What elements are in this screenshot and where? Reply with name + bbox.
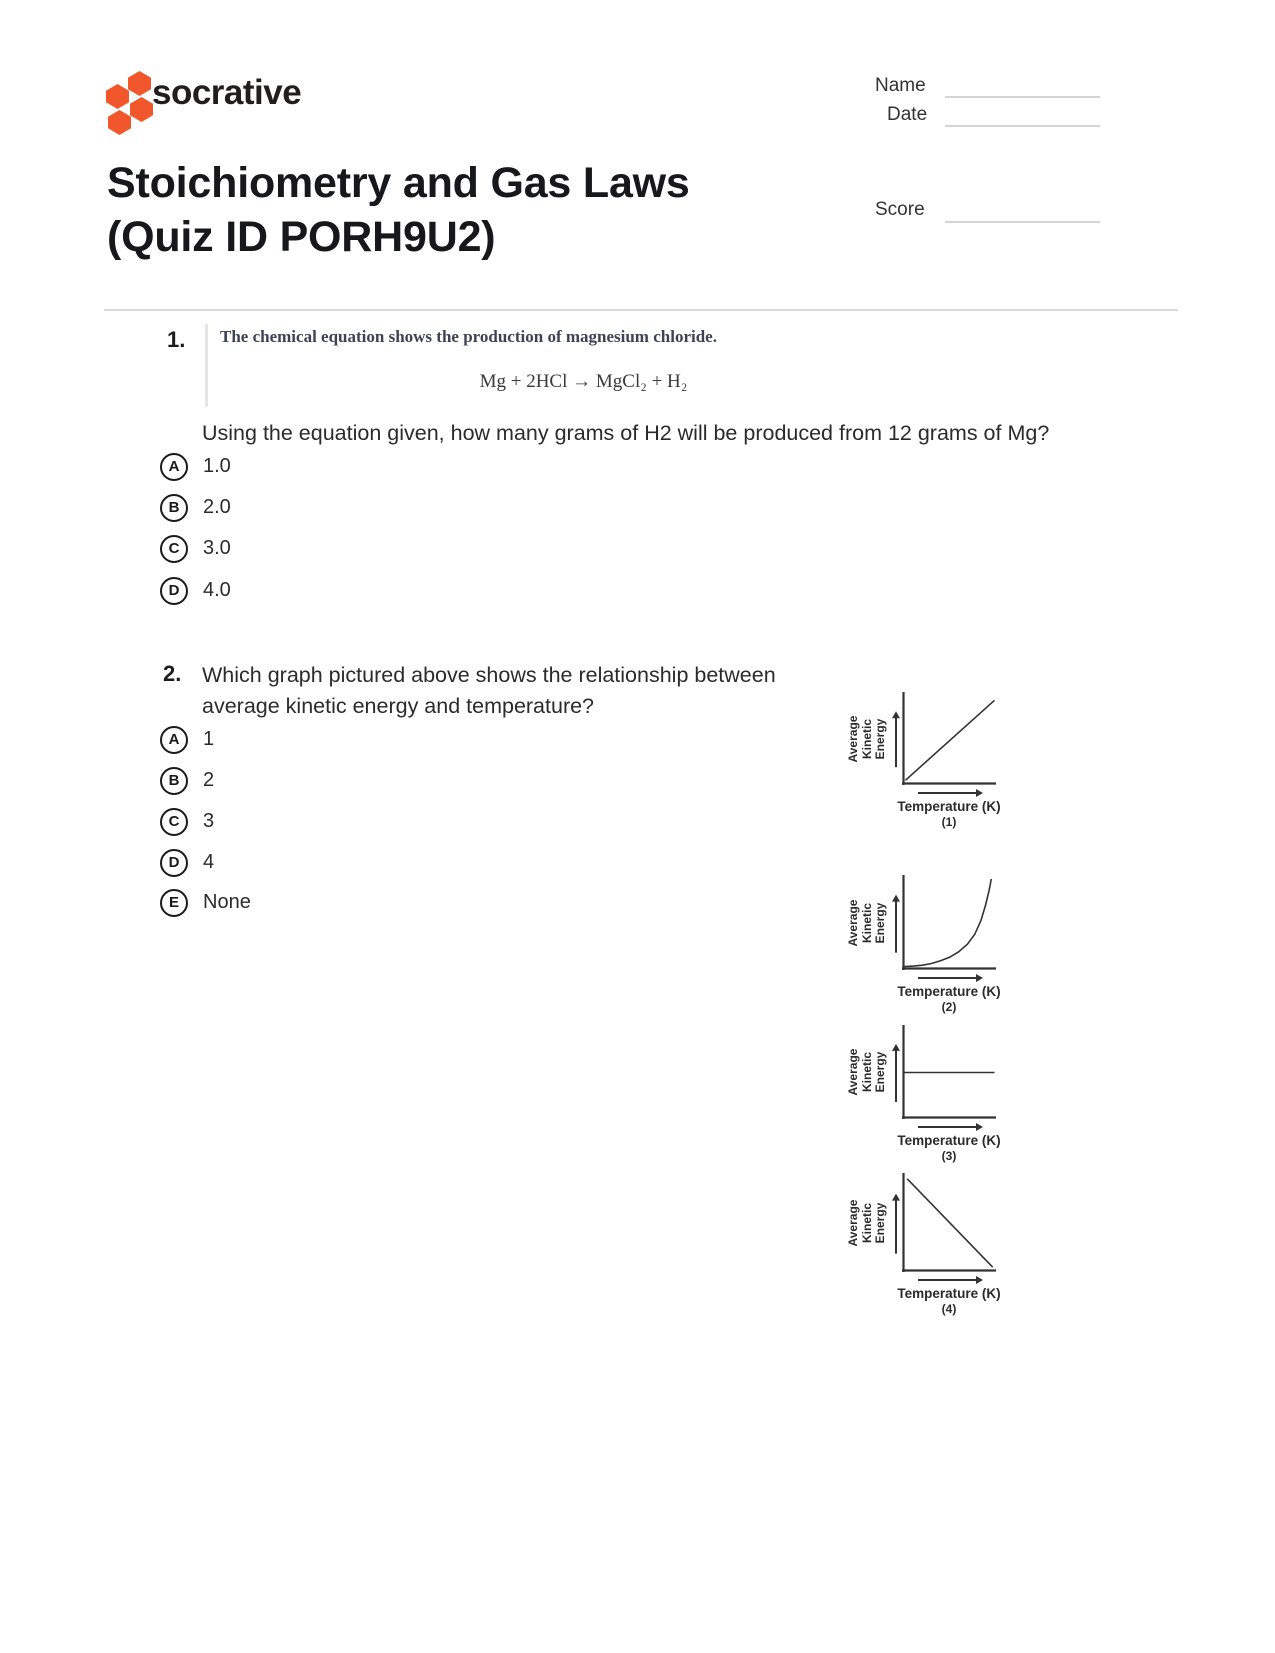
question-2-option-e[interactable] xyxy=(160,888,251,917)
score-label: Score xyxy=(875,199,925,220)
y-axis-arrow-icon xyxy=(895,1196,897,1253)
chemical-equation: Mg + 2HCl → MgCl₂ + H₂ xyxy=(479,371,688,392)
graph-index: (2) xyxy=(941,1000,957,1014)
name-label: Name xyxy=(875,75,926,96)
prompt-line-1: Which graph pictured above shows the relationship between xyxy=(202,663,776,687)
option-text: None xyxy=(203,891,251,913)
option-text: 4 xyxy=(203,851,215,873)
x-axis-arrow-icon xyxy=(918,792,980,794)
date-label: Date xyxy=(887,104,928,125)
prompt-line-2: average kinetic energy and temperature? xyxy=(202,694,595,718)
hexagon-icon xyxy=(108,110,131,135)
x-axis-label: Temperature (K) xyxy=(897,1133,1001,1148)
question-1-option-b[interactable] xyxy=(160,493,231,522)
socrative-logo xyxy=(104,67,314,127)
graph-2 xyxy=(840,875,1010,1014)
title-line-1: Stoichiometry and Gas Laws xyxy=(107,159,690,207)
question-1-option-d[interactable] xyxy=(160,576,231,605)
x-axis-label: Temperature (K) xyxy=(897,984,1001,999)
x-axis-label: Temperature (K) xyxy=(897,1286,1001,1301)
y-axis-label: Average Kinetic Energy xyxy=(846,899,888,946)
score-fill-line[interactable] xyxy=(945,221,1100,223)
y-axis-label: Average Kinetic Energy xyxy=(846,715,888,762)
question-1-stimulus-image xyxy=(205,324,947,407)
y-axis-arrow-icon xyxy=(895,714,897,768)
graph-2-plot xyxy=(902,875,996,970)
graph-3-plot xyxy=(902,1025,996,1119)
graph-1-plot xyxy=(902,692,996,785)
date-fill-line[interactable] xyxy=(945,125,1100,127)
title-line-2: (Quiz ID PORH9U2) xyxy=(107,213,496,261)
question-2-option-d[interactable] xyxy=(160,848,214,877)
page-title xyxy=(107,156,690,264)
graph-4-plot xyxy=(902,1173,996,1272)
question-2-number: 2. xyxy=(163,661,182,686)
option-text: 3 xyxy=(203,810,215,832)
y-axis-label: Average Kinetic Energy xyxy=(846,1199,888,1246)
x-axis-arrow-icon xyxy=(918,1279,980,1281)
stimulus-heading: The chemical equation shows the production of magnesium chloride. xyxy=(220,327,717,346)
hexagon-icon xyxy=(128,71,151,96)
option-text: 4.0 xyxy=(203,579,231,601)
option-bubble[interactable]: D xyxy=(160,849,188,877)
option-bubble[interactable]: C xyxy=(160,535,188,563)
question-1-prompt: Using the equation given, how many grams of H2 will be produced from 12 grams of Mg? xyxy=(202,421,1050,445)
y-axis-arrow-icon xyxy=(895,1047,897,1102)
x-axis-arrow-icon xyxy=(918,1126,980,1128)
option-text: 1 xyxy=(203,728,215,750)
option-bubble[interactable]: B xyxy=(160,494,188,522)
option-bubble[interactable]: A xyxy=(160,453,188,481)
graph-4 xyxy=(840,1173,1010,1316)
question-1-option-c[interactable] xyxy=(160,534,231,563)
question-1-number: 1. xyxy=(167,327,186,352)
option-text: 2 xyxy=(203,769,215,791)
y-axis-arrow-icon xyxy=(895,897,897,952)
question-2-option-a[interactable] xyxy=(160,725,214,754)
option-bubble[interactable]: D xyxy=(160,577,188,605)
option-text: 3.0 xyxy=(203,537,231,559)
option-bubble[interactable]: C xyxy=(160,808,188,836)
socrative-logo-icon xyxy=(104,67,156,137)
header-divider xyxy=(104,309,1178,311)
option-bubble[interactable]: E xyxy=(160,889,188,917)
graph-index: (4) xyxy=(941,1302,957,1316)
graph-1 xyxy=(840,692,1010,829)
logo-wordmark: socrative xyxy=(152,73,302,112)
option-text: 1.0 xyxy=(203,455,231,477)
question-1-option-a[interactable] xyxy=(160,452,231,481)
question-2-prompt xyxy=(202,660,802,722)
graph-index: (1) xyxy=(941,815,957,829)
question-2-option-b[interactable] xyxy=(160,766,214,795)
x-axis-arrow-icon xyxy=(918,977,980,979)
option-bubble[interactable]: B xyxy=(160,767,188,795)
name-fill-line[interactable] xyxy=(945,96,1100,98)
option-text: 2.0 xyxy=(203,496,231,518)
hexagon-icon xyxy=(106,84,129,109)
question-2-option-c[interactable] xyxy=(160,807,214,836)
graph-3 xyxy=(840,1025,1010,1163)
hexagon-icon xyxy=(130,97,153,122)
option-bubble[interactable]: A xyxy=(160,726,188,754)
graph-index: (3) xyxy=(941,1149,957,1163)
y-axis-label: Average Kinetic Energy xyxy=(846,1048,888,1096)
x-axis-label: Temperature (K) xyxy=(897,799,1001,814)
